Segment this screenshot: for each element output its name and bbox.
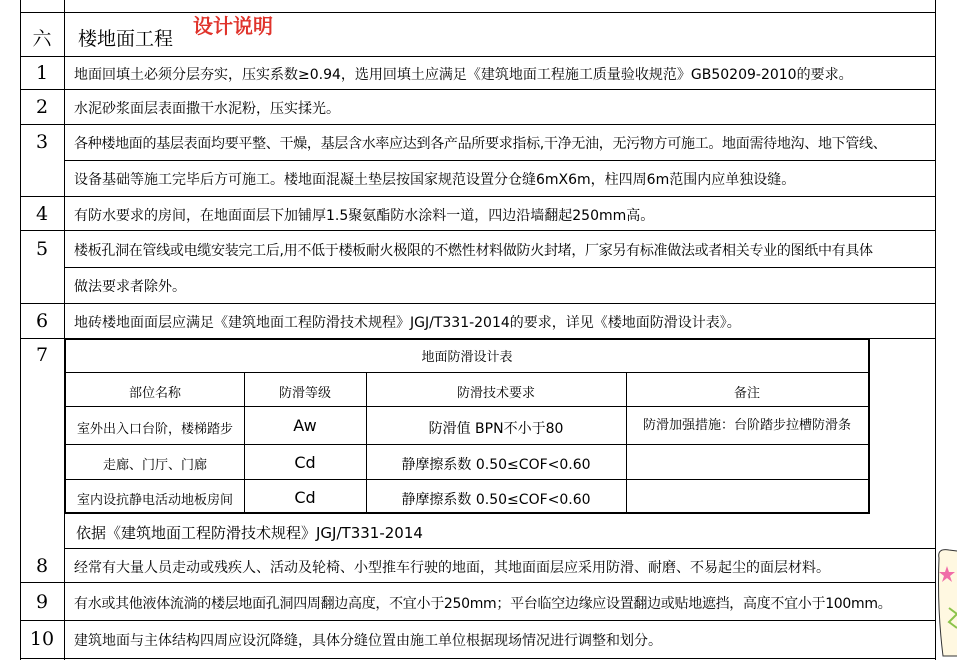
sticker-decoration-icon: [935, 548, 957, 658]
table-cell: Cd: [294, 488, 316, 507]
item-text: 地面回填土必须分层夯实，压实系数≥0.94，选用回填土应满足《建筑地面工程施工质量验收规范》GB50209-2010的要求。: [74, 67, 853, 83]
item-text: 有水或其他液体流淌的楼层地面孔洞四周翻边高度，不宜小于250mm；平台临空边缘应设置翻边或贴地遮挡，高度不宜小于100mm。: [74, 596, 892, 612]
table-rule: [66, 479, 868, 480]
item-number: 8: [35, 555, 49, 577]
number-column-divider: [64, 0, 65, 660]
item-text: 楼板孔洞在管线或电缆安装完工后,用不低于楼板耐火极限的不燃性材料做防火封堵，厂家另有标准做法或者相关专业的图纸中有具体: [74, 243, 873, 259]
table-cell: 防滑值 BPN不小于80: [428, 421, 564, 437]
column-header: 备注: [733, 386, 760, 401]
table-rule: [66, 406, 868, 407]
row-rule: [20, 303, 935, 304]
item-number: 9: [35, 591, 49, 613]
table-cell: 走廊、门厅、门廊: [102, 458, 207, 473]
item-number: 1: [35, 62, 49, 84]
section-title: 楼地面工程: [78, 28, 174, 50]
row-rule: [64, 267, 935, 268]
table-cell: 静摩擦系数 0.50≤COF<0.60: [401, 492, 591, 508]
row-rule: [20, 124, 935, 125]
row-rule: [20, 89, 935, 90]
row-rule: [20, 12, 935, 13]
table-basis-note: 依据《建筑地面工程防滑技术规程》JGJ/T331-2014: [76, 524, 423, 542]
row-rule: [64, 548, 935, 549]
row-rule: [20, 196, 935, 197]
row-rule: [64, 160, 935, 161]
column-header: 防滑技术要求: [456, 386, 535, 401]
column-header: 部位名称: [128, 386, 181, 401]
item-number: 7: [35, 344, 49, 366]
table-cell: 静摩擦系数 0.50≤COF<0.60: [401, 457, 591, 473]
item-number: 10: [29, 628, 55, 650]
item-text: 建筑地面与主体结构四周应设沉降缝，具体分缝位置由施工单位根据现场情况进行调整和划分。: [74, 633, 662, 649]
table-cell: 室外出入口台阶，楼梯踏步: [76, 422, 233, 437]
table-title: 地面防滑设计表: [421, 350, 513, 365]
item-number: 2: [35, 96, 49, 118]
table-cell: Cd: [294, 453, 316, 472]
item-number: 6: [35, 310, 49, 332]
table-cell: 防滑加强措施：台阶踏步拉槽防滑条: [642, 418, 851, 433]
item-text: 各种楼地面的基层表面均要平整、干燥，基层含水率应达到各产品所要求指标,干净无油，无污物方可施工。地面需待地沟、地下管线、: [74, 136, 887, 152]
row-rule: [20, 658, 935, 659]
table-cell: Aw: [293, 416, 317, 435]
item-text: 地砖楼地面面层应满足《建筑地面工程防滑技术规程》JGJ/T331-2014的要求，详见《楼地面防滑设计表》。: [74, 315, 741, 331]
item-text: 经常有大量人员走动或残疾人、活动及轮椅、小型推车行驶的地面，其地面面层应采用防滑、耐磨、不易起尘的面层材料。: [74, 560, 830, 576]
column-header: 防滑等级: [278, 386, 331, 401]
item-text: 有防水要求的房间，在地面面层下加铺厚1.5聚氨酯防水涂料一道，四边沿墙翻起250mm高。: [74, 208, 655, 224]
section-number: 六: [32, 28, 52, 50]
item-text: 水泥砂浆面层表面撒干水泥粉，压实揉光。: [74, 101, 340, 117]
item-text: 做法要求者除外。: [74, 279, 186, 295]
row-rule: [20, 230, 935, 231]
row-rule: [20, 56, 935, 57]
table-cell: 室内设抗静电活动地板房间: [76, 493, 233, 508]
item-number: 4: [35, 203, 49, 225]
item-number: 5: [35, 238, 49, 260]
row-rule: [20, 620, 935, 621]
design-notes-heading: 设计说明: [193, 14, 273, 38]
item-number: 3: [35, 131, 49, 153]
antislip-design-table: [64, 338, 870, 514]
item-text: 设备基础等施工完毕后方可施工。楼地面混凝土垫层按国家规范设置分仓缝6mX6m，柱四周6m范围内应单独设缝。: [74, 172, 796, 188]
table-rule: [66, 444, 868, 445]
row-rule: [20, 582, 935, 583]
table-rule: [66, 372, 868, 373]
